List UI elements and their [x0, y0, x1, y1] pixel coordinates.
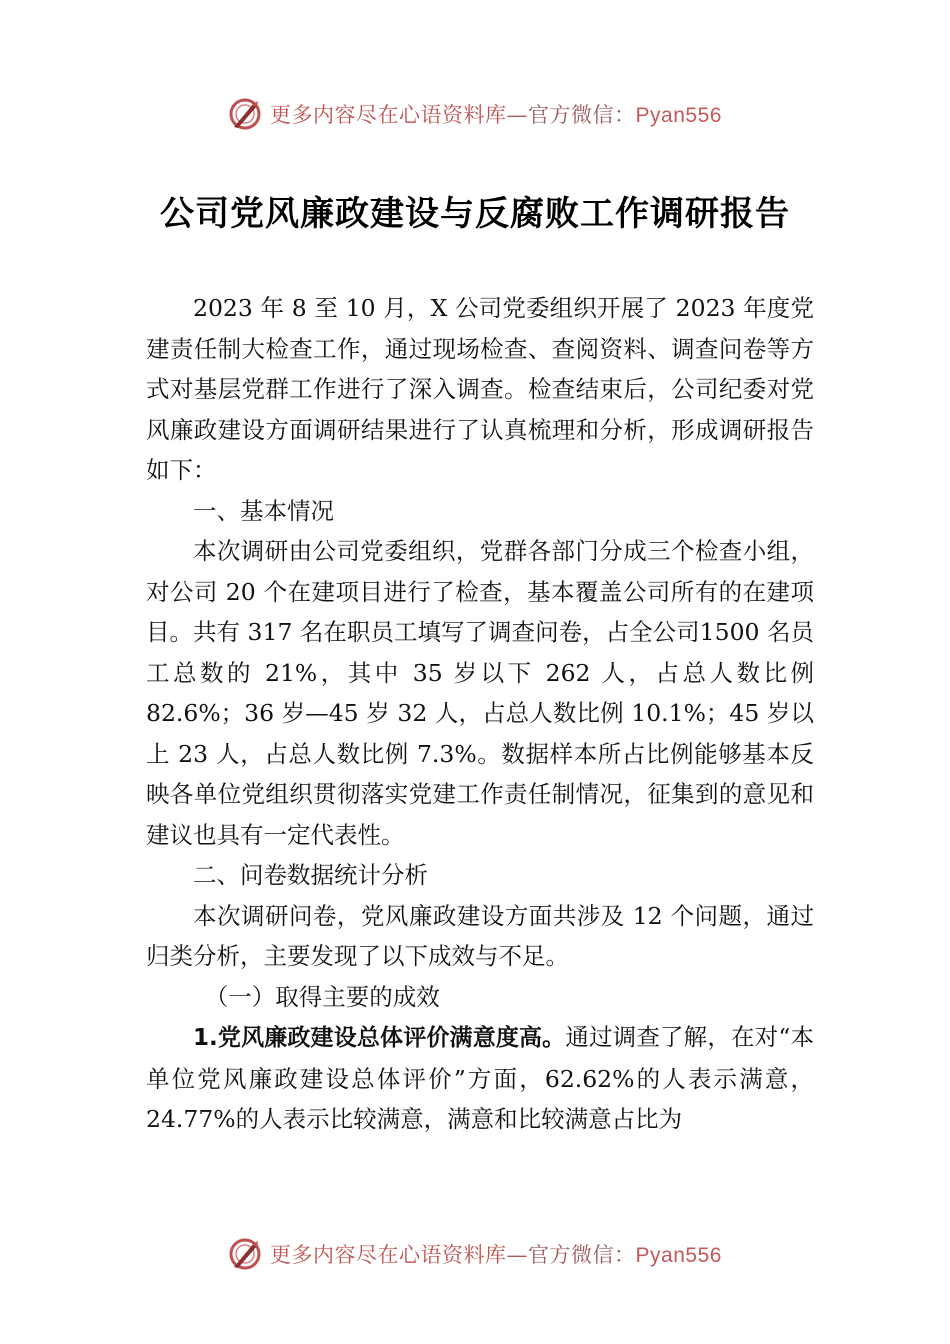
header-banner	[0, 94, 950, 134]
section2-paragraph: 本次调研问卷，党风廉政建设方面共涉及 12 个问题，通过归类分析，主要发现了以下成效与不足。	[146, 901, 814, 970]
subsection-heading-achievements: （一）取得主要的成效	[204, 982, 440, 1011]
document-title: 公司党风廉政建设与反腐败工作调研报告	[160, 194, 790, 234]
banner-text	[270, 99, 722, 129]
banner-site-name: 更多内容尽在心语资料库	[270, 103, 507, 127]
section-heading-survey-analysis: 二、问卷数据统计分析	[193, 861, 428, 889]
footer-banner	[0, 1234, 950, 1274]
quill-logo-icon	[228, 1237, 262, 1271]
point1-lead: 1.党风廉政建设总体评价满意度高。	[193, 1025, 566, 1051]
banner-wechat-label: 官方微信：	[528, 103, 636, 127]
section1-paragraph: 本次调研由公司党委组织，党群各部门分成三个检查小组，对公司 20 个在建项目进行了检查，基本覆盖公司所有的在建项目。共有 317 名在职员工填写了调查问卷，占全公司1500 名员工总数的 21%，其中 35 岁以下 262 人，占总人数比例 82.6%；36 岁—45 岁 32 人，占总人数比例 10.1%；45 岁以上 23 人，占总人数比例 7.3%。数据样本所占比例能够基本反映各单位党组织贯彻落实党建工作责任制情况，征集到的意见和建议也具有一定代表性。	[146, 537, 814, 849]
footer-banner-text	[270, 1239, 722, 1269]
point1-body: 通过调查了解，在对“本单位党风廉政建设总体评价”方面，62.62%的人表示满意，24.77%的人表示比较满意，满意和比较满意占比为	[146, 1023, 815, 1133]
footer-wechat-id: Pyan556	[635, 1244, 722, 1267]
quill-logo-icon	[228, 97, 262, 131]
document-body	[146, 288, 814, 1140]
footer-separator: —	[506, 1243, 529, 1267]
footer-site-name: 更多内容尽在心语资料库	[270, 1243, 507, 1267]
section-heading-basic-situation: 一、基本情况	[193, 496, 334, 525]
banner-wechat-id: Pyan556	[635, 104, 722, 127]
point1-paragraph	[146, 1017, 814, 1140]
footer-wechat-label: 官方微信：	[528, 1243, 636, 1267]
intro-paragraph: 2023 年 8 至 10 月，X 公司党委组织开展了 2023 年度党建责任制大检查工作，通过现场检查、查阅资料、调查问卷等方式对基层党群工作进行了深入调查。检查结束后，公司纪委对党风廉政建设方面调研结果进行了认真梳理和分析，形成调研报告如下：	[146, 294, 814, 484]
banner-separator: —	[506, 103, 529, 127]
